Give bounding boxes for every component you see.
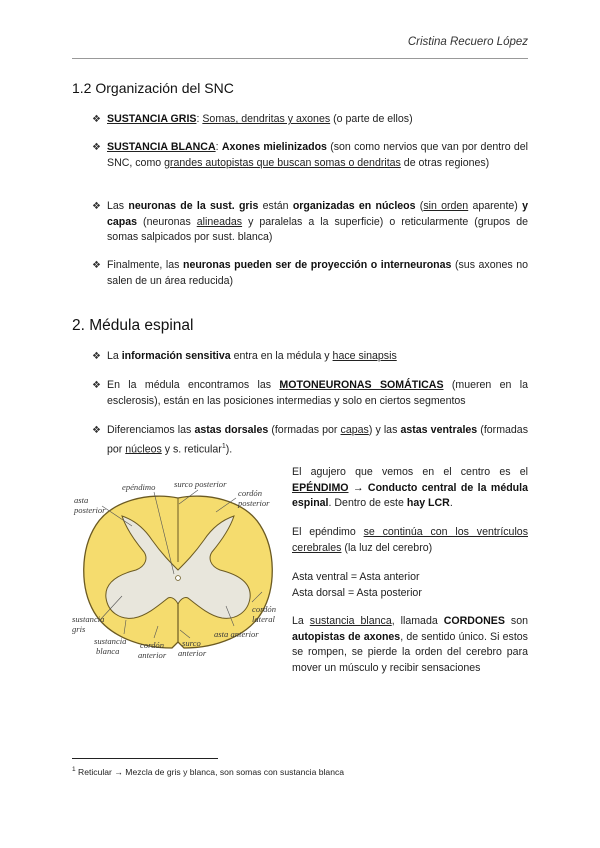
footnote-divider xyxy=(72,758,218,759)
section-heading-medula: 2. Médula espinal xyxy=(72,317,194,334)
bullet-text: Finalmente, las neuronas pueden ser de proyección o interneuronas (sus axones no salen de un área reducida) xyxy=(107,259,529,287)
ependimo-paragraph: El agujero que vemos en el centro es el EPÉNDIMO → Conducto central de la médula espinal. Dentro de este hay LCR. xyxy=(292,466,528,509)
list-item xyxy=(92,199,528,246)
ventriculos-paragraph: El epéndimo se continúa con los ventrículos cerebrales (la luz del cerebro) xyxy=(292,526,528,554)
diamond-bullet-icon: ❖ xyxy=(92,425,101,436)
header-divider xyxy=(72,58,528,59)
bullet-text: Diferenciamos las astas dorsales (formadas por capas) y las astas ventrales (formadas por núcleos y s. reticular$^1$). xyxy=(107,424,528,456)
bullet-text: Las neuronas de la sust. gris están organizadas en núcleos (sin orden aparente) y capas (neuronas alineadas y paralelas a la superficie) o reticularmente (grupos de somas salpicados por sust. blanca) xyxy=(107,200,528,243)
label-surco-anterior: surco xyxy=(182,638,201,648)
label-asta-posterior: asta xyxy=(74,495,89,505)
label-cordon-lateral: lateral xyxy=(252,614,275,624)
bullet-text: SUSTANCIA GRIS: Somas, dendritas y axones (o parte de ellos) xyxy=(107,113,413,125)
diamond-bullet-icon: ❖ xyxy=(92,114,101,125)
asta-dorsal-line: Asta dorsal = Asta posterior xyxy=(292,586,422,599)
footnote: $^1$ Reticular → Mezcla de gris y blanca, son somas con sustancia blanca xyxy=(72,766,345,777)
list-item xyxy=(92,112,528,128)
list-item xyxy=(92,140,528,171)
label-sustancia-gris: gris xyxy=(72,624,86,634)
cordones-paragraph: La sustancia blanca, llamada CORDONES son autopistas de axones, de sentido único. Si estos se rompen, se pierde la orden del cerebro para mover un músculo y recibir sensaciones xyxy=(292,615,528,674)
list-item xyxy=(92,258,528,289)
label-cordon-posterior: posterior xyxy=(238,498,270,508)
bullet-text: La información sensitiva entra en la médula y hace sinapsis xyxy=(107,350,397,362)
label-surco-posterior: surco posterior xyxy=(174,479,227,489)
diamond-bullet-icon: ❖ xyxy=(92,351,101,362)
list-item xyxy=(92,423,528,458)
diamond-bullet-icon: ❖ xyxy=(92,142,101,153)
label-asta-posterior: posterior xyxy=(74,505,106,515)
label-cordon-anterior: anterior xyxy=(138,650,167,660)
label-cordon-lateral: cordón xyxy=(252,604,277,614)
footnote-ref: 1 xyxy=(221,442,226,450)
spinal-cord-diagram xyxy=(66,470,288,670)
diamond-bullet-icon: ❖ xyxy=(92,380,101,391)
list-item xyxy=(92,349,528,365)
label-cordon-anterior: cordón xyxy=(140,640,165,650)
diamond-bullet-icon: ❖ xyxy=(92,260,101,271)
section-heading-snc: 1.2 Organización del SNC xyxy=(72,80,234,96)
asta-ventral-line: Asta ventral = Asta anterior xyxy=(292,571,420,583)
bullet-text: En la médula encontramos las MOTONEURONAS SOMÁTICAS (mueren en la esclerosis), están en las posiciones intermedias y solo en ciertos segmentos xyxy=(107,379,528,407)
label-sustancia-blanca: blanca xyxy=(96,646,120,656)
list-item xyxy=(92,378,528,409)
label-sustancia-blanca: sustancia xyxy=(94,636,127,646)
label-sustancia-gris: sustancia xyxy=(72,614,105,624)
ependymal-canal xyxy=(176,576,181,581)
diamond-bullet-icon: ❖ xyxy=(92,201,101,212)
label-surco-anterior: anterior xyxy=(178,648,207,658)
astas-equivalence-paragraph xyxy=(292,570,528,601)
spinal-cord-cross-section-figure xyxy=(66,470,288,670)
author-name: Cristina Recuero López xyxy=(407,36,528,48)
label-cordon-posterior: cordón xyxy=(238,488,263,498)
label-ependimo: epéndimo xyxy=(122,482,156,492)
bullet-text: SUSTANCIA BLANCA: Axones mielinizados (son como nervios que van por dentro del SNC, como grandes autopistas que buscan somas o dendritas de otras regiones) xyxy=(107,141,528,169)
label-asta-anterior: asta anterior xyxy=(214,629,259,639)
